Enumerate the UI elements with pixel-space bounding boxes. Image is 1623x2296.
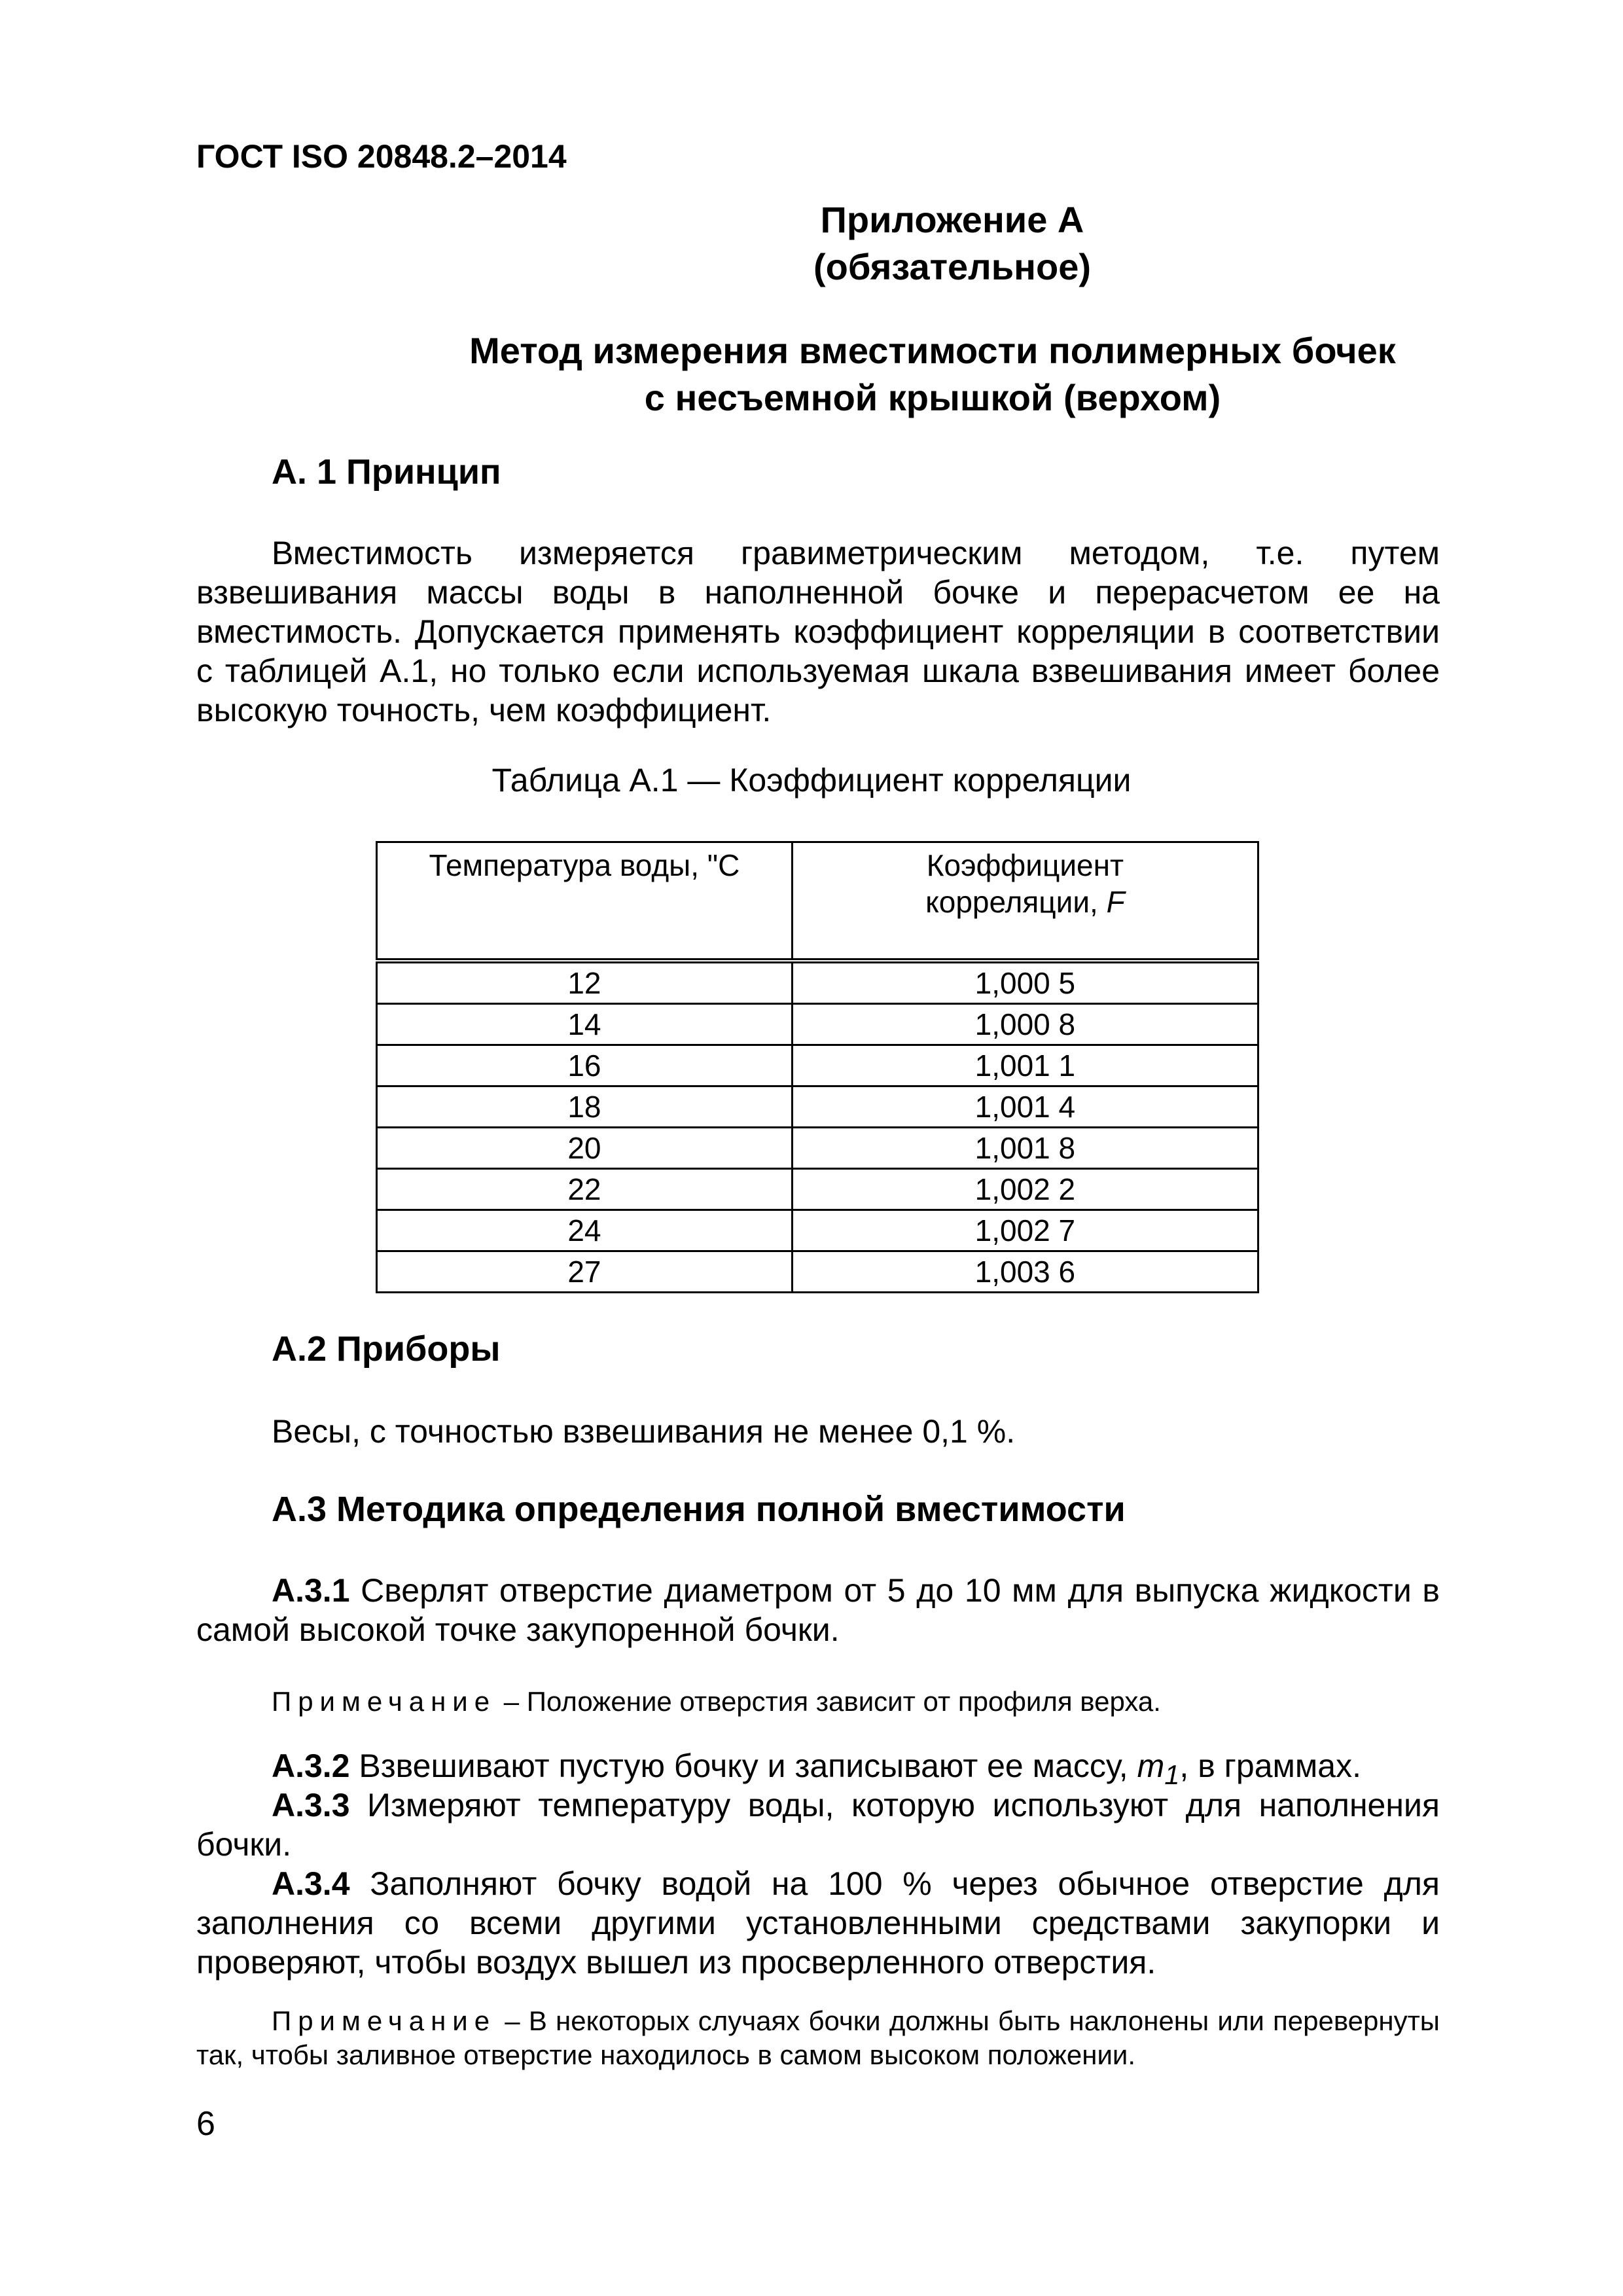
mass-subscript: 1	[1164, 1759, 1180, 1790]
note-2: Примечание – В некоторых случаях бочки должны быть наклонены или перевернуты так, чтобы заливное отверстие находилось в самом высоком положении.	[196, 2005, 1440, 2070]
clause-a3-3: А.3.3 Измеряют температуру воды, которую используют для наполнения бочки.	[196, 1787, 1440, 1863]
mass-symbol: m	[1137, 1748, 1165, 1784]
table-row	[377, 1086, 1258, 1128]
appendix-heading	[0, 196, 1623, 291]
appendix-title	[0, 327, 1623, 422]
table-row	[377, 1251, 1258, 1293]
section-a1-paragraph: Вместимость измеряется гравиметрическим методом, т.е. путем взвешивания массы воды в наполненной бочке и перерасчетом ее на вместимость. Допускается применять коэффициент корреляции в соответствии с таблицей А.1, но только если используемая шкала взвешивания имеет более высокую точность, чем коэффициент.	[196, 535, 1440, 728]
clause-a3-4: А.3.4 Заполняют бочку водой на 100 % через обычное отверстие для заполнения со всеми другими установленными средствами закупорки и проверяют, чтобы воздух вышел из просверленного отверстия.	[196, 1865, 1440, 1981]
coef-cell: 1,003 6	[792, 1251, 1258, 1293]
temp-cell: 27	[377, 1251, 793, 1293]
temp-cell: 18	[377, 1086, 793, 1128]
temp-cell: 12	[377, 961, 793, 1004]
clause-number: А.3.2	[272, 1748, 350, 1784]
page-number: 6	[196, 2105, 215, 2143]
correlation-table	[376, 841, 1259, 1293]
coefficient-symbol: F	[1106, 885, 1125, 919]
coef-cell: 1,001 1	[792, 1045, 1258, 1086]
clause-number: А.3.1	[272, 1572, 350, 1609]
table-row	[377, 1210, 1258, 1251]
coef-cell: 1,000 5	[792, 961, 1258, 1004]
coef-cell: 1,000 8	[792, 1004, 1258, 1045]
section-a2-paragraph: Весы, с точностью взвешивания не менее 0,1 %.	[272, 1413, 1016, 1450]
section-a1-heading: А. 1 Принцип	[272, 452, 501, 492]
section-a2-heading: А.2 Приборы	[272, 1329, 501, 1369]
temp-cell: 16	[377, 1045, 793, 1086]
table-caption: Таблица А.1 — Коэффициент корреляции	[491, 762, 1132, 798]
temp-cell: 14	[377, 1004, 793, 1045]
appendix-label: Приложение А	[820, 199, 1084, 240]
header-coefficient-line2: корреляции, F	[925, 885, 1125, 919]
table-row	[377, 1045, 1258, 1086]
table-row	[377, 961, 1258, 1004]
coef-cell: 1,002 2	[792, 1169, 1258, 1210]
appendix-status: (обязательное)	[813, 246, 1092, 287]
table-row	[377, 1169, 1258, 1210]
header-temperature: Температура воды, "С	[377, 842, 793, 961]
temp-cell: 20	[377, 1128, 793, 1169]
clause-number: А.3.3	[272, 1787, 350, 1823]
note-label: Примечание	[272, 1686, 497, 1717]
document-code: ГОСТ ISO 20848.2–2014	[196, 138, 567, 175]
table-row	[377, 1004, 1258, 1045]
temp-cell: 24	[377, 1210, 793, 1251]
clause-a3-1: А.3.1 Сверлят отверстие диаметром от 5 до 10 мм для выпуска жидкости в самой высокой точке закупоренной бочки.	[196, 1572, 1440, 1648]
appendix-title-line2: с несъемной крышкой (верхом)	[644, 377, 1221, 418]
clause-a3-2: А.3.2 Взвешивают пустую бочку и записывают ее массу, $m_1$, в граммах.	[272, 1748, 1361, 1790]
temp-cell: 22	[377, 1169, 793, 1210]
header-coefficient	[792, 842, 1258, 961]
clause-number: А.3.4	[272, 1865, 350, 1902]
table-row	[377, 1128, 1258, 1169]
note-1: Примечание – Положение отверстия зависит от профиля верха.	[272, 1686, 1161, 1717]
coef-cell: 1,002 7	[792, 1210, 1258, 1251]
coef-cell: 1,001 8	[792, 1128, 1258, 1169]
note-label: Примечание	[272, 2005, 497, 2036]
coef-cell: 1,001 4	[792, 1086, 1258, 1128]
header-coefficient-line1: Коэффициент	[926, 848, 1124, 882]
appendix-title-line1: Метод измерения вместимости полимерных бочек	[469, 330, 1396, 371]
section-a3-heading: А.3 Методика определения полной вместимости	[272, 1490, 1126, 1529]
table-header-row	[377, 842, 1258, 961]
